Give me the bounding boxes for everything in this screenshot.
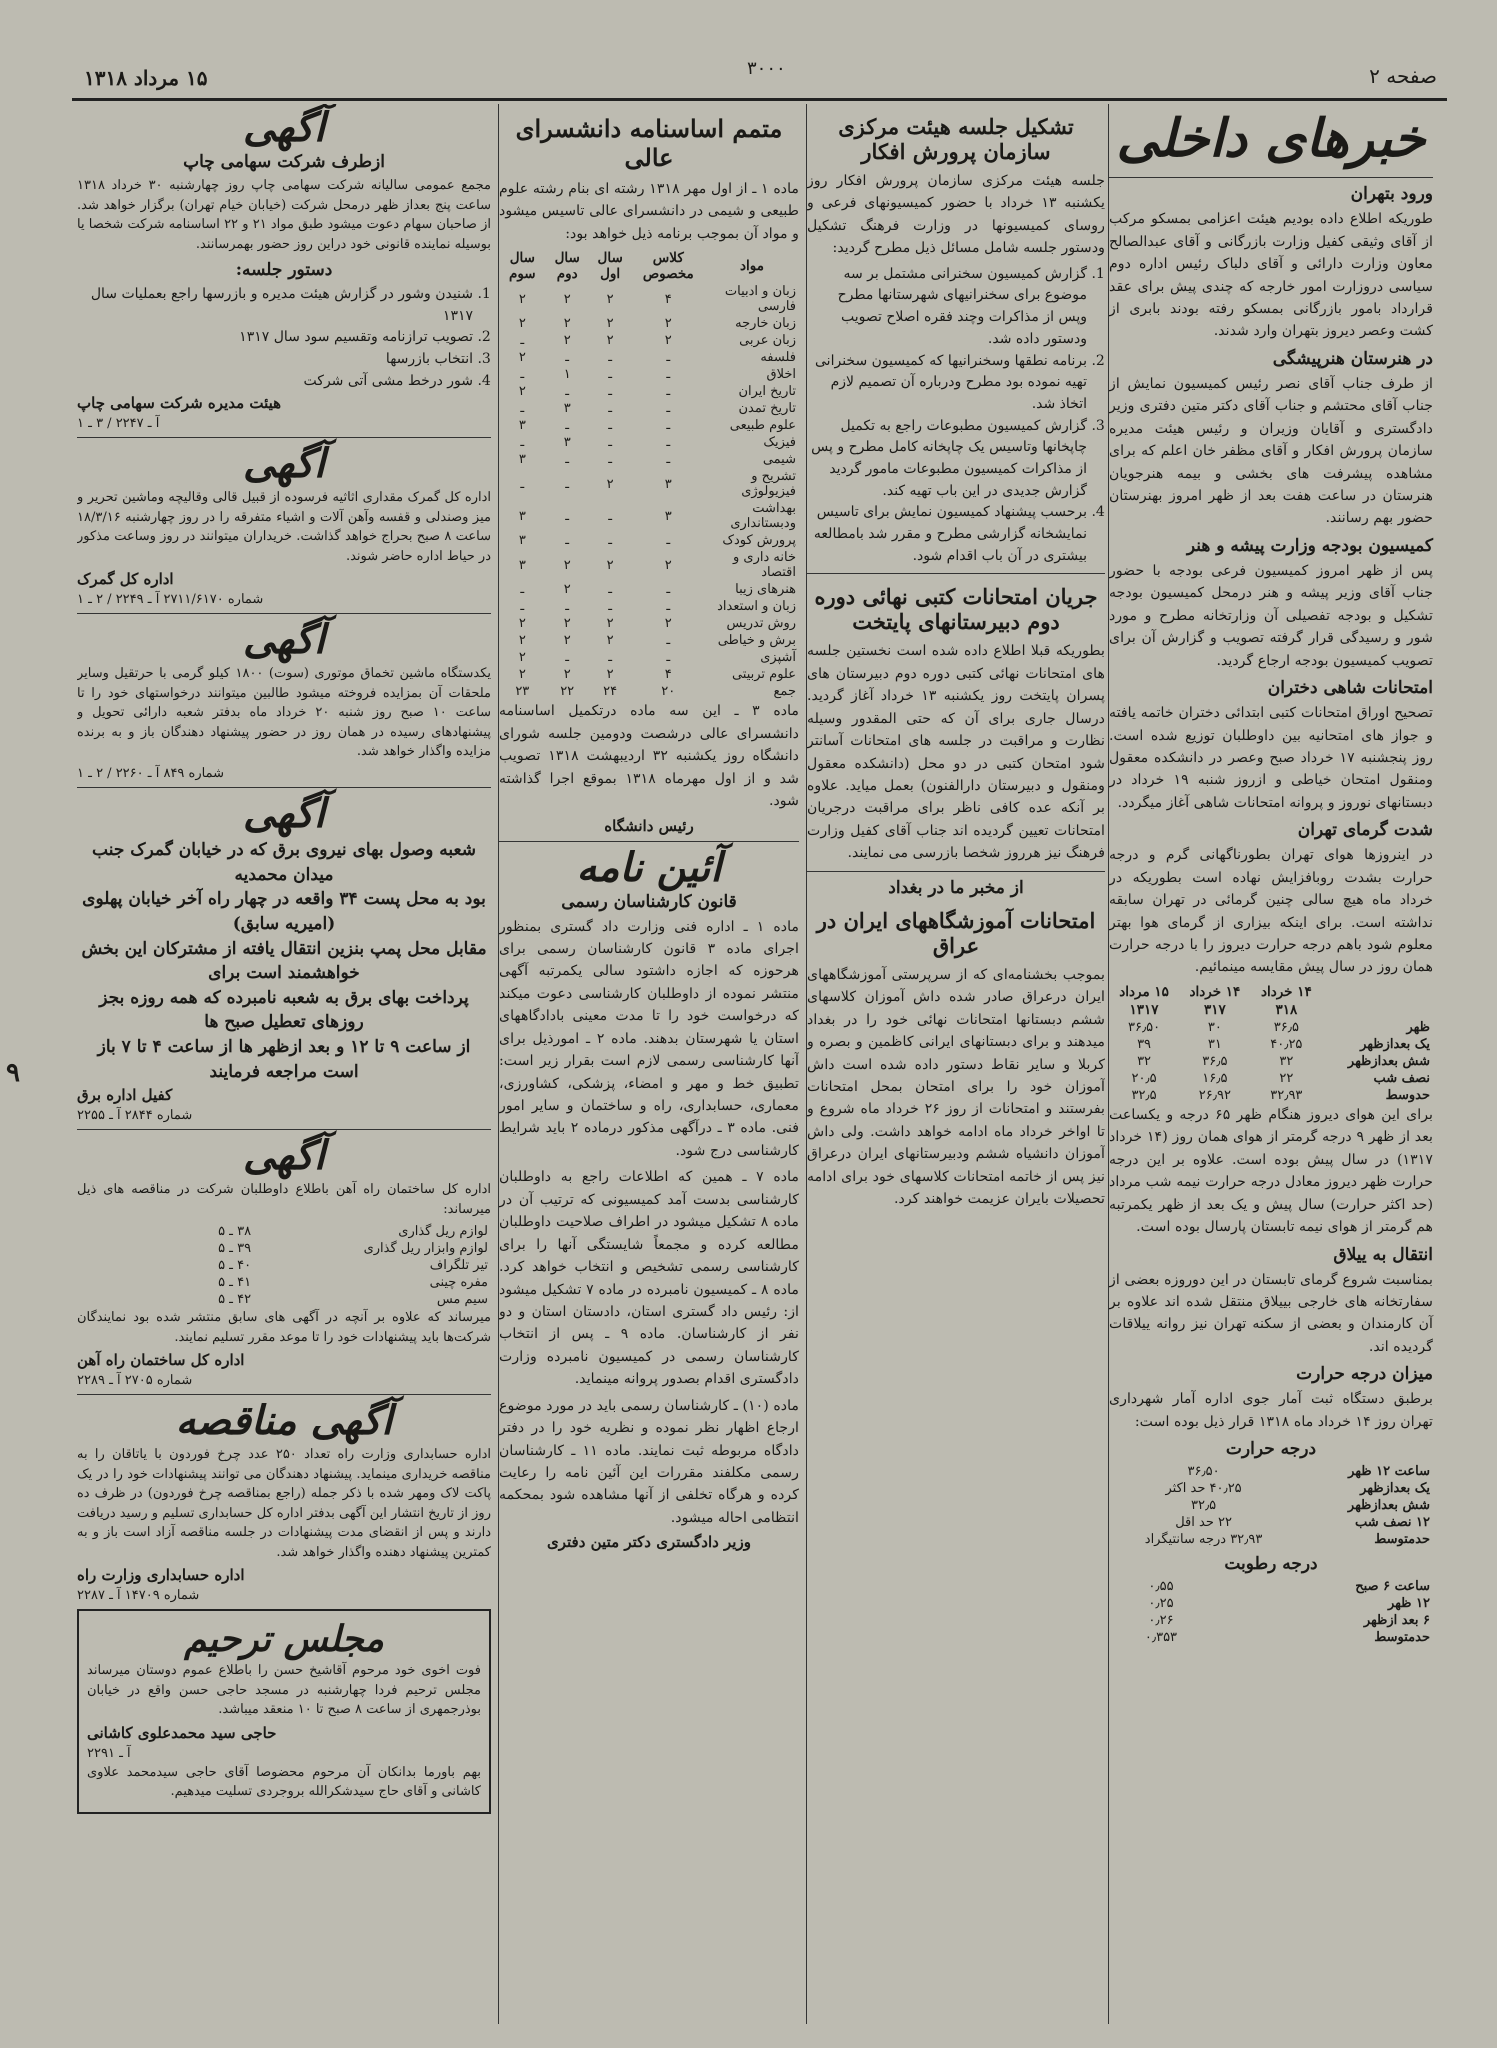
ad-signature: اداره حسابداری وزارت راه	[77, 1566, 245, 1585]
ad-body: میرساند که علاوه بر آنچه در آگهی های سابق منتشر شده بود نمایندگان شرکت‌ها باید پیشنهادات خود را تا موعد مقرر تسلیم نمایند.	[77, 1310, 491, 1345]
ad-reference: شماره ۲۸۴۴ آ ـ ۲۲۵۵	[77, 1108, 193, 1124]
heat-table	[1109, 1463, 1433, 1548]
ad-block	[77, 789, 491, 1124]
ad-body: اداره حسابداری وزارت راه تعداد ۲۵۰ عدد چرخ فوردون با یاتاقان را به مناقصه خریداری مینماید. پیشنهاد دهندگان می توانند پیشنهادات خود را در یک پاکت لاک ومهر شده با ذکر جمله (راجع بمناقصه چرخ فوردون) در ظرف ده روز از تاریخ انتشار این آگهی بدفتر اداره کل حسابداری تسلیم و رسید دریافت دارند و پس از انقضای مدت پیشنهادات در جلسه مناقصه آزاد است باز و به کمترین پیشنهاد دهنده واگذار خواهد شد.	[77, 1447, 491, 1560]
column-news-2	[806, 104, 1105, 2024]
temperature-comparison-table	[1109, 983, 1433, 1104]
ad-reference: شماره ۲۷۰۵ آ ـ ۲۲۸۹	[77, 1373, 193, 1389]
agenda-title: دستور جلسه:	[235, 260, 333, 280]
table-header-row: ۳۱۸ ۳۱۷ ۱۳۱۷	[1129, 1001, 1298, 1018]
masthead: خبرهای داخلی	[1116, 108, 1426, 169]
condolence-body-2: بهم باورما بدانکان آن مرحوم محضوصا آقای حاجی سیدمحمد علاوی کاشانی و آقای حاج سیدشکرالله بروجردی تسلیت میدهیم.	[87, 1764, 481, 1800]
table-row: خانه داری و اقتصاد ۲ ۲ ۲ ۳	[518, 550, 796, 581]
list-item: 1. شنیدن وشور در گزارش هیئت مدیره و بازرسها راجع بعملیات سال ۱۳۱۷	[77, 284, 473, 327]
article-body: ماده ۳ ـ این سه ماده درتکمیل اساسنامه دانشسرای عالی درشصت ودومین جلسه شورای دانشگاه روز یکشنبه ۳۲ اردیبهشت ۱۳۱۸ تصویب شد و از اول مهرماه ۱۳۱۸ بموقع اجرا گذاشته شود.	[499, 703, 799, 810]
headline: متمم اساسنامه دانشسرای عالی	[515, 114, 783, 172]
table-row: لوازم وابزار ریل گذاری ۳۹ ـ ۵	[218, 1241, 488, 1257]
ad-title: آگهی مناقصه	[175, 1397, 393, 1445]
article-body: برای این هوای دیروز هنگام ظهر ۶۵ درجه و یکساعت بعد از ظهر ۹ درجه گرمتر از هوای همان روز (۱۴ خرداد ۱۳۱۷) در سال پیش بوده است. علاوه بر این درجه حرارت ظهر دیروز معادل درجه حرارت نیمه شب مرداد (حد اکثر حرارت) سال پیش و یک بعد از ظهر یکمرتبه هم گرمتر از هوای نیمه تابستان پارسال بوده است.	[1109, 1106, 1434, 1236]
list-item: 2. برنامه نطقها وسخنرانیها که کمیسیون سخنرانی تهیه نموده بود مطرح ودرباره آن تصمیم لازم اتخاذ شد.	[807, 351, 1087, 416]
headline: تشکیل جلسه هیئت مرکزی سازمان پرورش افکار	[838, 114, 1074, 164]
ad-body: مجمع عمومی سالیانه شرکت سهامی چاپ روز چهارشنبه ۳۰ خرداد ۱۳۱۸ ساعت پنج بعداز ظهر درمحل شرکت (خیابان خیام تهران) برگزار خواهد شد. از صاحبان سهام دعوت میشود طبق مواد ۲۱ و ۲۲ اساسنامه شرکت شخصا یا بوسیله نماینده قانونی خود دراین روز حضور بهمرسانند.	[77, 178, 491, 252]
table-row: آشپزی ـ ـ ـ ۲	[518, 650, 796, 666]
humidity-table	[1109, 1578, 1433, 1646]
condolence-signature: حاجی سید محمدعلوی کاشانی	[87, 1723, 277, 1742]
table-row: تاریخ تمدن ـ ـ ۳ ـ	[520, 401, 796, 417]
column-domestic-news	[1108, 104, 1437, 2024]
ad-signature: کفیل اداره برق	[77, 1086, 173, 1105]
article-body: جلسه هیئت مرکزی سازمان پرورش افکار روز یکشنبه ۱۳ خرداد با حضور کمیسیونهای فرعی و روسای کمیسیونها در وزارت فرهنگ تشکیل ودستور جلسه شامل مسائل ذیل مطرح گردید:	[807, 173, 1105, 257]
ad-body: یکدستگاه ماشین تخماق موتوری (سوت) ۱۸۰۰ کیلو گرمی با حرتقیل وسایر ملحقات آن بمزایده فروخته میشود طالبین میتوانند درخواستهای خود را تا ساعت ۱۰ صبح روز شنبه ۲۰ خرداد ماه بدفتر شعبه دارائی تحویل و پیشنهادهای رسیده در همان روز در حضور پیشنهاد دهندگان باز و به برنده مزایده واگذار خواهد شد.	[77, 666, 491, 760]
table-row: علوم طبیعی ـ ـ ـ ۳	[518, 418, 796, 434]
table-row: ۱۲ نصف شب ۲۲ حد اقل	[1175, 1515, 1430, 1531]
headline: امتحانات شاهی دختران	[1267, 678, 1433, 699]
ad-reference: شماره ۸۴۹ آ ـ ۲۲۶۰ / ۲ ـ ۱	[77, 765, 225, 781]
headline: ورود بتهران	[1350, 184, 1433, 205]
table-row: اخلاق ـ ـ ۱ ـ	[520, 367, 796, 383]
ad-body: اداره کل ساختمان راه آهن باطلاع داوطلبان شرکت در مناقصه های ذیل میرساند:	[77, 1182, 491, 1217]
table-row: یک بعدازظهر ۴۰٫۲۵ ۳۱ ۳۹	[1137, 1036, 1430, 1052]
list-item: 4. شور درخط مشی آتی شرکت	[77, 371, 473, 393]
ad-block	[77, 616, 491, 781]
ad-reference: شماره ۲۷۱۱/۶۱۷۰ آ ـ ۲۲۴۹ / ۲ ـ ۱	[77, 592, 264, 608]
ad-reference: شماره ۱۴۷۰۹ آ ـ ۲۲۸۷	[77, 1588, 200, 1604]
ad-signature: هیئت مدیره شرکت سهامی چاپ	[77, 394, 282, 413]
ad-line: از ساعت ۹ تا ۱۲ و بعد ازظهر ها از ساعت ۴ تا ۷ باز است مراجعه فرمایند	[97, 1037, 471, 1082]
list-item: 3. انتخاب بازرسها	[77, 349, 473, 371]
table-header-row: ۱۴ خرداد ۱۴ خرداد ۱۵ مرداد	[1119, 983, 1312, 1000]
article-body: تصحیح اوراق امتحانات کتبی ابتدائی دختران خاتمه یافته و جواز های امتحانیه بین داوطلبان توزیع شده است. روز پنجشنبه ۱۷ خرداد صبح وعصر در دانشکده معقول ومنقول امتحان خیاطی و ازروز شنبه ۱۹ خرداد در دبستانهای نوروز و پروانه امتحانات شاهی آغاز میگردد.	[1109, 705, 1433, 811]
ad-block	[77, 1397, 491, 1604]
ad-title: آگهی	[243, 440, 325, 488]
page-mark: ۳۰۰۰	[747, 58, 786, 79]
article-body: بطوریکه قبلا اطلاع داده شده است نخستین جلسه های امتحانات نهائی کتبی دوره دوم دبیرستان های پسران پایتخت روز یکشنبه ۱۳ خرداد آغاز گردید. درسال جاری برای آن که حتی المقدور وسیله نظارت و مراقبت در جلسه های امتحانات آسانتر شود امتحان کتبی در دو محل (دانشکده معقول ومنقول و دبیرستان دارالفنون) بعمل میاید. علاوه بر آنکه عده کافی ناظر برای مراقبت درجریان امتحانات تعیین گردیده اند جناب آقای کفیل وزارت فرهنگ نیز هرروز شخصا بازرسی می نمایند.	[807, 643, 1105, 862]
ad-line: پرداخت بهای برق به شعبه نامبرده که همه روزه بجز روزهای تعطیل صبح ها	[99, 987, 469, 1033]
subheading: امتحانات آموزشگاههای ایران در عراق	[816, 907, 1096, 958]
tender-items-table	[201, 1223, 491, 1308]
headline: در هنرستان هنرپیشگی	[1272, 348, 1433, 369]
table-row: علوم تربیتی ۴ ۲ ۲ ۲	[518, 667, 796, 683]
table-row: ساعت ۱۲ ظهر ۳۶٫۵۰	[1187, 1464, 1430, 1480]
article-body: طوریکه اطلاع داده بودیم هیئت اعزامی بمسکو مرکب از آقای وثیقی کفیل وزارت بازرگانی و آقای عبدالصالح معاون وزارت دارائی و آقای دلباک رئیس اداره دوم سیاسی دروزارت امور خارجه که چندی پیش برای عقد قرارداد بامور بازرگانی بمسکو رفته بودند بابری از کشت وعصر دیروز بتهران وارد شدند.	[1109, 211, 1433, 340]
table-total-row: جمع ۲۰ ۲۴ ۲۲ ۲۳	[515, 684, 796, 700]
issue-date: ۱۵ مرداد ۱۳۱۸	[84, 66, 208, 90]
agenda-list	[807, 264, 1105, 568]
article-body: ماده ۱ ـ از اول مهر ۱۳۱۸ رشته ای بنام رشته علوم طبیعی و شیمی در دانشسرای عالی تاسیس میشود و مواد آن بموجب برنامه ذیل خواهد بود:	[499, 181, 799, 242]
table-row: تیر تلگراف ۴۰ ـ ۵	[218, 1258, 488, 1274]
table-row: پرورش کودک ـ ـ ـ ۳	[518, 533, 796, 549]
table-row: حدمتوسط ۰٫۳۵۳	[1144, 1630, 1430, 1646]
ad-line: بود به محل پست ۳۴ واقعه در چهار راه آخر خیابان پهلوی (امیریه سابق)	[82, 889, 486, 934]
ad-line: شعبه وصول بهای نیروی برق که در خیابان گمرک جنب میدان محمدیه	[92, 839, 476, 885]
table-row: فلسفه ـ ـ ـ ۲	[518, 350, 796, 366]
headline: انتقال به ییلاق	[1333, 1244, 1433, 1265]
ad-title: آگهی	[243, 789, 325, 837]
margin-number: ۹	[6, 1058, 20, 1088]
ad-block	[77, 1132, 491, 1389]
condolence-body: فوت اخوی خود مرحوم آقاشیخ حسن را باطلاع عموم دوستان میرساند مجلس ترحیم فردا چهارشنبه در مسجد حاجی حسن واقع در خیابان بوذرجمهری از ساعت ۸ صبح تا ۱۰ منعقد میباشد.	[87, 1663, 481, 1718]
ad-signature: اداره کل گمرک	[77, 570, 174, 589]
ad-subtitle: ازطرف شرکت سهامی چاپ	[183, 152, 385, 172]
column-regulations	[498, 104, 799, 2024]
signature: وزیر دادگستری دکتر متین دفتری	[547, 1533, 751, 1552]
table-row: زبان خارجه ۲ ۲ ۲ ۲	[518, 316, 796, 332]
list-item: 1. گزارش کمیسیون سخنرانی مشتمل بر سه موضوع برای سخنرانیهای شهرستانها مطرح وپس از مذاکرات وچند فقره اصلاح تصویب ودستور داده شد.	[807, 264, 1087, 351]
ad-title: آگهی	[243, 616, 325, 664]
curriculum-table	[499, 249, 799, 700]
table-row: حدمتوسط ۳۲٫۹۳ درجه سانتیگراد	[1144, 1532, 1430, 1548]
table-row: نصف شب ۲۲ ۱۶٫۵ ۲۰٫۵	[1131, 1070, 1430, 1086]
table-row: مفره چینی ۴۱ ـ ۵	[218, 1275, 488, 1291]
ad-reference: آ ـ ۲۲۴۷ / ۳ ـ ۱	[77, 416, 160, 432]
ad-reference: آ ـ ۲۲۹۱	[87, 1745, 131, 1761]
table-row: هنرهای زیبا ـ ـ ۲ ـ	[520, 582, 796, 598]
article-body: بموجب بخشنامه‌ای که از سرپرستی آموزشگاههای ایران درعراق صادر شده داش آموزان کلاسهای ششم دبستانها امتحانات نهائی خود را در بغداد میدهند و برای دبستانهای ایرانی کاظمین و بصره و کربلا و سایر نقاط دستور داده شده است داش آموزان خود را برای امتحان بمحل امتحانات بفرستند و امتحانات از روز ۲۶ خرداد ماه شروع و تا اواخر خرداد ماه ادامه خواهد داشت. ولی داش آموزان دانشیاه ششم ودبیرستانهای ایران درعراق نیز پس از خاتمه امتحانات کلاسهای خود برای ادامه تحصیلات بایران عزیمت خواهند کرد.	[807, 966, 1105, 1208]
table-row: حدوسط ۳۲٫۹۳ ۲۶٫۹۲ ۳۲٫۵	[1131, 1087, 1430, 1103]
ad-line: مقابل محل پمپ بنزین انتقال یافته از مشترکان این بخش خواهشمند است برای	[81, 938, 487, 984]
headline: شدت گرمای تهران	[1297, 820, 1433, 841]
headline: از مخبر ما در بغداد	[888, 877, 1024, 898]
table-row: زبان و استعداد ـ ـ ـ ـ	[520, 599, 796, 615]
article-body: برطبق دستگاه ثبت آمار جوی اداره آمار شهرداری تهران روز ۱۴ خرداد ماه ۱۳۱۸ قرار ذیل بوده است:	[1109, 1391, 1433, 1430]
article-body: پس از ظهر امروز کمیسیون فرعی بودجه با حضور جناب آقای وزیر پیشه و هنر درمحل کمیسیون بودجه تشکیل و بودجه تفصیلی آن وزارتخانه مطرح و مورد شور و رسیدگی قرار گرفته تصویب و گزارش آن برای تصویب کمیسیون بودجه ارجاع گردید.	[1109, 562, 1433, 669]
article-body: ماده ۷ ـ همین که اطلاعات راجع به داوطلبان کارشناسی بدست آمد کمیسیونی که ترتیب آن در ماده ۸ تشکیل میشود در اطراف صلاحیت داوطلبان مطالعه کرده و مجمعاً شایستگی آنها را برای کارشناسی رسمی تشخیص و انتخاب خواهد کرد. ماده ۸ ـ کمیسیون نامبرده در ماده ۷ تشکیل میشود از: رئیس داد گستری استان، دادستان استان و دو نفر از کارشناسان. ماده ۹ ـ پس از انتخاب کارشناسان رسمی در کمیسیون نامبرده وزارت دادگستری اقدام بصدور پروانه مینماید.	[499, 1169, 799, 1388]
table-row: برش و خیاطی ـ ۲ ۲ ۲	[518, 633, 796, 649]
table-row: زبان و ادبیات فارسی ۴ ۲ ۲ ۲	[518, 284, 796, 315]
headline: آئین نامه	[576, 843, 722, 891]
article-body: از طرف جناب آقای نصر رئیس کمیسیون نمایش از جناب آقای محتشم و جناب آقای دکتر متین دفتری وزیر دادگستری و آقایان وزیران و رئیس هیئت مدیره سازمان پرورش افکار و آقای مظفر خان اعلم که برای مشاهده پیشرفت های بخشی و بیمه هنرجویان هنرستان در ساعت هفت بعد از ظهر امروز بهنرستان حضور بهم رسانند.	[1109, 375, 1433, 527]
table-row: ظهر ۳۶٫۵ ۳۰ ۳۶٫۵۰	[1127, 1019, 1430, 1035]
table-row: سیم مس ۴۲ ـ ۵	[218, 1292, 488, 1308]
condolence-title: مجلس ترحیم	[184, 1618, 384, 1661]
table-row: تاریخ ایران ـ ـ ـ ۲	[518, 384, 796, 400]
table-row: شیمی ـ ـ ـ ۳	[518, 452, 796, 468]
table-row: بهداشت ودبستانداری ۳ ـ ـ ۳	[518, 501, 796, 532]
table-header-row: مواد کلاس مخصوص سال اول سال دوم سال سوم	[508, 250, 765, 283]
subheading: قانون کارشناسان رسمی	[561, 891, 737, 912]
table-row: تشریح و فیزیولوژی ۳ ۲ ـ ـ	[520, 469, 796, 500]
condolence-notice	[77, 1609, 491, 1814]
table-row: لوازم ریل گذاری ۳۸ ـ ۵	[218, 1224, 488, 1240]
page-header	[72, 52, 1447, 101]
table-row: ساعت ۶ صبح ۰٫۵۵	[1148, 1579, 1430, 1595]
table-row: زبان عربی ۲ ۲ ۲ ـ	[520, 333, 796, 349]
list-item: 2. تصویب ترازنامه وتقسیم سود سال ۱۳۱۷	[77, 327, 473, 349]
subheading: درجه رطوبت	[1224, 1554, 1318, 1575]
table-row: ۶ بعد ازظهر ۰٫۲۶	[1148, 1613, 1430, 1629]
ad-title: آگهی	[243, 1132, 325, 1180]
ad-signature: اداره کل ساختمان راه آهن	[77, 1351, 245, 1370]
article-body: ماده ۱ ـ اداره فنی وزارت داد گستری بمنظور اجرای ماده ۳ قانون کارشناسان رسمی برای هرحوزه که اجازه داشتود سالی یکمرتبه آگهی منتشر نموده از داوطلبان کارشناسی دعوت میکند که درخواست خود را تا مدت معینی بادادگاههای استان یا شهرستان بدهند. ماده ۲ ـ امورذیل برای آنها کارشناسی رسمی لازم است بقرار زیر است: تطبیق خط و مهر و امضاء، پزشکی، کشاورزی، معماری، حسابداری، راه و ساختمان و سایر امور فنی. ماده ۳ ـ درآگهی مذکور درماده ۲ باید شرایط کارشناسی درج شود.	[499, 918, 799, 1159]
list-item: 3. گزارش کمیسیون مطبوعات راجع به تکمیل چاپخانها وتاسیس یک چاپخانه کامل مطرح و پس از مذاکرات کمیسیون مطبوعات مامور گردید گزارش جدیدی در این باب تهیه کند.	[807, 416, 1087, 503]
ad-body: اداره کل گمرک مقداری اثاثیه فرسوده از قبیل قالی وقالیچه وماشین تحریر و میز وصندلی و قفسه وآهن آلات و اشیاء متفرقه را در روز چهارشنبه ۱۸/۳/۱۶ ساعت ۸ صبح بحراج خواهد گذاشت. خریداران میتوانند در روز وساعت مذکور در حیاط اداره حاضر شوند.	[77, 490, 491, 564]
list-item: 4. برحسب پیشنهاد کمیسیون نمایش برای تاسیس نمایشخانه گزارشی مطرح و مقرر شد بامطالعه بیشتری در آن باب اقدام شود.	[807, 502, 1087, 567]
agenda-list	[77, 284, 491, 392]
table-row: فیزیک ـ ـ ۳ ـ	[520, 435, 796, 451]
table-row: شش بعدازظهر ۳۲ ۳۶٫۵ ۳۲	[1137, 1053, 1430, 1069]
ad-block	[77, 104, 491, 432]
table-row: روش تدریس ۲ ۲ ۲ ۲	[518, 616, 796, 632]
ad-title: آگهی	[243, 104, 325, 151]
page-number: صفحه ۲	[1369, 64, 1437, 88]
ad-block	[77, 440, 491, 608]
headline: میزان درجه حرارت	[1296, 1364, 1433, 1385]
signature: رئیس دانشگاه	[604, 816, 694, 835]
article-body: ماده (۱۰) ـ کارشناسان رسمی باید در مورد موضوع ارجاع اظهار نظر نموده و نظریه خود را در دفتر دادگاه مربوطه ثبت نمایند. ماده ۱۱ ـ کارشناسان رسمی مکلفند مقررات این آئین نامه را رعایت کرده و هرگاه تخلفی از آنها مشاهده شود بمحکمه انتظامی احاله میشود.	[499, 1397, 799, 1526]
headline: کمیسیون بودجه وزارت پیشه و هنر	[1186, 535, 1433, 556]
column-advertisements	[77, 104, 491, 2024]
article-body: در اینروزها هوای تهران بطورناگهانی گرم و درجه حرارت بشدت روبافزایش نهاده است بطوریکه در خرداد ماه هیچ سالی چنین گرمائی در تهران سابقه نداشته است. برای اینکه بیزاری از گرمای هوا بهتر معلوم شود باهم درجه حرارت دیروز را با درجه حرارت همان روز در سال پیش مقایسه مینمائیم.	[1109, 847, 1433, 976]
subheading: درجه حرارت	[1225, 1439, 1317, 1460]
article-body: بمناسبت شروع گرمای تابستان در این دوروزه بعضی از سفارتخانه های خارجی بییلاق منتقل شده اند علاوه بر آن کارمندان و بعضی از سکنه تهران نیز روانه ییلاقات گردیده اند.	[1109, 1271, 1433, 1355]
headline: جریان امتحانات کتبی نهائی دوره دوم دبیرستانهای پایتخت	[814, 584, 1098, 635]
table-row: ۱۲ ظهر ۰٫۲۵	[1148, 1596, 1430, 1612]
table-row: یک بعدازظهر ۴۰٫۲۵ حد اکثر	[1165, 1481, 1430, 1497]
table-row: شش بعدازظهر ۳۲٫۵	[1190, 1498, 1430, 1514]
